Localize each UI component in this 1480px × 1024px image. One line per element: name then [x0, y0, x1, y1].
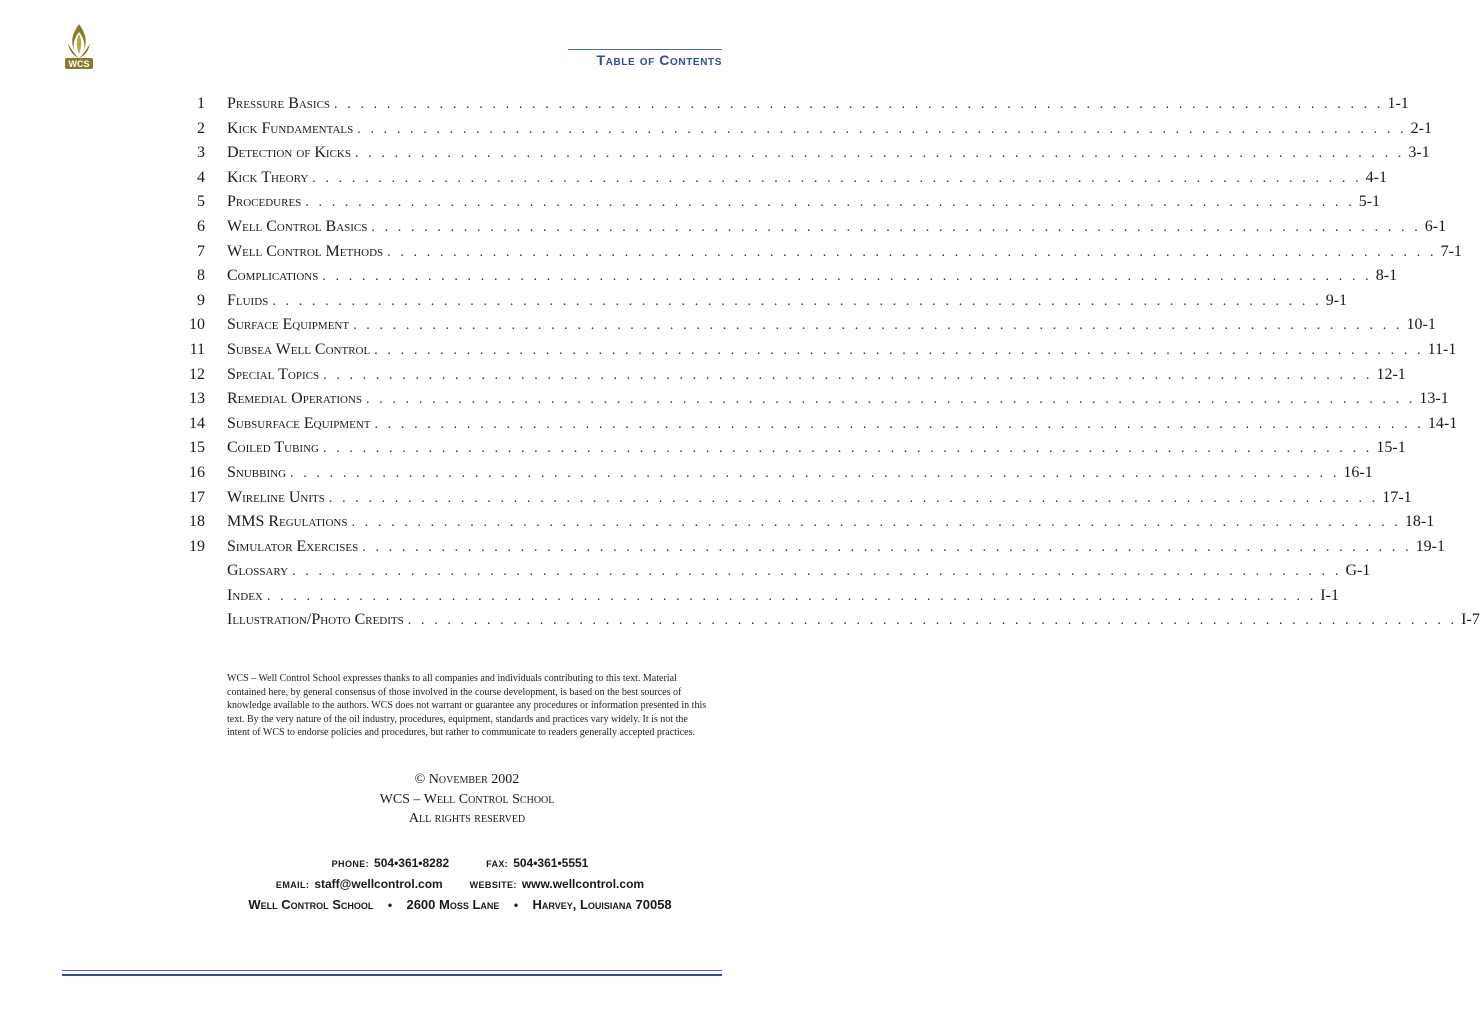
toc-page-number: 13-1: [1419, 390, 1449, 408]
contact-address-line: [200, 895, 720, 915]
copyright-date: © November 2002: [414, 772, 520, 787]
dot-leader: . . . . . . . . . . . . . . . . . . . . . . . . . . . . . . . . . . . . . . . . . . . . . . . . . . . . . . . . . . . . . . . . . . . . . . . . . . . . . . . .: [387, 244, 1437, 260]
street-address: 2600 Moss Lane: [406, 897, 500, 912]
dot-leader: . . . . . . . . . . . . . . . . . . . . . . . . . . . . . . . . . . . . . . . . . . . . . . . . . . . . . . . . . . . . . . . . . . . . . . . . . . . . . . . .: [322, 441, 1373, 457]
toc-page-number: 17-1: [1382, 488, 1412, 506]
website-label: WEBSITE:: [469, 880, 517, 890]
dot-leader: . . . . . . . . . . . . . . . . . . . . . . . . . . . . . . . . . . . . . . . . . . . . . . . . . . . . . . . . . . . . . . . . . . . . . . . . . . . . . . . .: [272, 293, 1322, 309]
dot-leader: . . . . . . . . . . . . . . . . . . . . . . . . . . . . . . . . . . . . . . . . . . . . . . . . . . . . . . . . . . . . . . . . . . . . . . . . . . . . . . . .: [407, 613, 1458, 629]
contact-email-web-line: [200, 874, 720, 895]
toc-chapter-number: 16: [189, 463, 205, 481]
toc-chapter-title: Fluids: [227, 291, 269, 309]
dot-leader: . . . . . . . . . . . . . . . . . . . . . . . . . . . . . . . . . . . . . . . . . . . . . . . . . . . . . . . . . . . . . . . . . . . . . . . . . . . . . . . .: [266, 588, 1317, 604]
toc-page-number: 9-1: [1325, 291, 1348, 309]
toc-chapter-title: Snubbing: [227, 463, 287, 481]
toc-page-number: 2-1: [1410, 119, 1432, 137]
toc-page-number: 7-1: [1440, 242, 1462, 260]
toc-chapter-number: 7: [197, 242, 205, 260]
toc-chapter-title: Pressure Basics: [227, 95, 331, 112]
copyright-block: [227, 770, 707, 829]
dot-leader: . . . . . . . . . . . . . . . . . . . . . . . . . . . . . . . . . . . . . . . . . . . . . . . . . . . . . . . . . . . . . . . . . . . . . . . . . . . . . . . .: [322, 269, 1372, 285]
header-rule: [568, 49, 722, 50]
toc-chapter-number: 11: [189, 340, 205, 358]
toc-chapter-title: Coiled Tubing: [227, 439, 319, 457]
toc-chapter-number: 17: [189, 488, 205, 506]
dot-leader: . . . . . . . . . . . . . . . . . . . . . . . . . . . . . . . . . . . . . . . . . . . . . . . . . . . . . . . . . . . . . . . . . . . . . . . . . . . . . . . .: [374, 416, 1424, 432]
toc-entry[interactable]: [180, 412, 1458, 437]
toc-entry[interactable]: [180, 190, 1381, 215]
contact-block: [200, 853, 720, 915]
footer-rule-thick: [62, 974, 722, 976]
toc-chapter-number: 18: [189, 513, 205, 531]
toc-chapter-title: Kick Theory: [227, 168, 309, 186]
dot-leader: . . . . . . . . . . . . . . . . . . . . . . . . . . . . . . . . . . . . . . . . . . . . . . . . . . . . . . . . . . . . . . . . . . . . . . . . . . . . . . . .: [323, 367, 1373, 383]
dot-leader: . . . . . . . . . . . . . . . . . . . . . . . . . . . . . . . . . . . . . . . . . . . . . . . . . . . . . . . . . . . . . . . . . . . . . . . . . . . . . . . .: [366, 392, 1416, 408]
city-state-zip: Harvey, Louisiana 70058: [532, 897, 672, 912]
toc-chapter-number: 3: [197, 144, 205, 162]
dot-leader: . . . . . . . . . . . . . . . . . . . . . . . . . . . . . . . . . . . . . . . . . . . . . . . . . . . . . . . . . . . . . . . . . . . . . . . . . . . . . . . .: [305, 195, 1355, 211]
toc-page-number: 19-1: [1415, 537, 1445, 555]
toc-chapter-number: 4: [197, 168, 205, 186]
toc-entry[interactable]: [180, 363, 1406, 388]
toc-chapter-title: Glossary: [227, 562, 289, 580]
toc-chapter-title: Remedial Operations: [227, 390, 363, 408]
toc-entry[interactable]: [180, 141, 1430, 166]
phone-label: PHONE:: [331, 859, 370, 869]
contact-phone-fax-line: [200, 853, 720, 874]
toc-chapter-title: Wireline Units: [227, 488, 325, 506]
dot-leader: . . . . . . . . . . . . . . . . . . . . . . . . . . . . . . . . . . . . . . . . . . . . . . . . . . . . . . . . . . . . . . . . . . . . . . . . . . . . . . . .: [362, 539, 1412, 555]
toc-entry[interactable]: [180, 461, 1373, 486]
toc-entry[interactable]: [180, 289, 1348, 314]
dot-leader: . . . . . . . . . . . . . . . . . . . . . . . . . . . . . . . . . . . . . . . . . . . . . . . . . . . . . . . . . . . . . . . . . . . . . . . . . . . . . . . .: [328, 490, 1379, 506]
logo-text: WCS: [68, 59, 90, 69]
disclaimer-text: WCS – Well Control School expresses thanks to all companies and individuals contributing to this text. Material contained here, by general consensus of those involved in the course development, is based on the best sources of knowledge available to the authors. WCS does not warrant or guarantee any procedures or information presented in this text. By the very nature of the oil industry, procedures, equipment, standards and practices vary widely. It is not the intent of WCS to endorse policies and procedures, but rather to communicate to readers generally accepted practices.: [227, 673, 707, 739]
toc-chapter-title: Kick Fundamentals: [227, 119, 354, 137]
toc-chapter-title: Procedures: [227, 193, 302, 211]
toc-entry[interactable]: [180, 117, 1432, 142]
toc-page-number: 12-1: [1376, 365, 1406, 383]
toc-entry[interactable]: [180, 215, 1447, 240]
fax-number: 504•361•5551: [513, 856, 589, 870]
footer-rule-thin: [62, 970, 722, 971]
toc-entry[interactable]: [180, 92, 1409, 117]
toc-entry[interactable]: [180, 510, 1435, 535]
toc-chapter-title: Well Control Basics: [227, 217, 368, 235]
toc-page-number: 11-1: [1427, 340, 1457, 358]
toc-entry[interactable]: [180, 559, 1371, 584]
toc-page-number: 10-1: [1406, 316, 1436, 334]
toc-page-number: 8-1: [1375, 267, 1398, 285]
dot-leader: . . . . . . . . . . . . . . . . . . . . . . . . . . . . . . . . . . . . . . . . . . . . . . . . . . . . . . . . . . . . . . . . . . . . . . . . . . . . . . . .: [357, 121, 1407, 137]
page-title: Table of Contents: [596, 52, 722, 68]
toc-chapter-title: Simulator Exercises: [227, 537, 359, 555]
toc-entry[interactable]: [180, 240, 1462, 265]
website-link[interactable]: www.wellcontrol.com: [521, 877, 645, 891]
toc-chapter-number: 6: [197, 217, 205, 235]
toc-page-number: 16-1: [1343, 463, 1373, 481]
toc-chapter-title: Complications: [227, 267, 319, 285]
bullet-separator: •: [387, 898, 393, 912]
toc-chapter-number: 2: [197, 119, 205, 137]
toc-entry[interactable]: [180, 608, 1480, 633]
table-of-contents: [180, 92, 1480, 633]
toc-chapter-title: Index: [227, 586, 263, 604]
dot-leader: . . . . . . . . . . . . . . . . . . . . . . . . . . . . . . . . . . . . . . . . . . . . . . . . . . . . . . . . . . . . . . . . . . . . . . . . . . . . . . . .: [292, 564, 1342, 580]
toc-page-number: I-1: [1320, 586, 1339, 604]
toc-entry[interactable]: [180, 387, 1449, 412]
toc-chapter-number: 8: [197, 267, 205, 285]
dot-leader: . . . . . . . . . . . . . . . . . . . . . . . . . . . . . . . . . . . . . . . . . . . . . . . . . . . . . . . . . . . . . . . . . . . . . . . . . . . . . . . .: [351, 515, 1401, 531]
dot-leader: . . . . . . . . . . . . . . . . . . . . . . . . . . . . . . . . . . . . . . . . . . . . . . . . . . . . . . . . . . . . . . . . . . . . . . . . . . . . . . . .: [312, 170, 1362, 186]
toc-entry[interactable]: [180, 535, 1445, 560]
toc-entry[interactable]: [180, 264, 1398, 289]
email-label: EMAIL:: [275, 880, 310, 890]
dot-leader: . . . . . . . . . . . . . . . . . . . . . . . . . . . . . . . . . . . . . . . . . . . . . . . . . . . . . . . . . . . . . . . . . . . . . . . . . . . . . . . .: [290, 465, 1340, 481]
toc-page-number: 14-1: [1427, 414, 1458, 432]
toc-chapter-title: Special Topics: [227, 365, 320, 383]
toc-chapter-title: MMS Regulations: [227, 513, 348, 531]
phone-number: 504•361•8282: [374, 856, 450, 870]
copyright-rights: All rights reserved: [408, 811, 526, 826]
toc-chapter-title: Subsurface Equipment: [227, 414, 371, 432]
dot-leader: . . . . . . . . . . . . . . . . . . . . . . . . . . . . . . . . . . . . . . . . . . . . . . . . . . . . . . . . . . . . . . . . . . . . . . . . . . . . . . . .: [374, 342, 1424, 358]
toc-chapter-title: Detection of Kicks: [227, 144, 351, 162]
fax-label: FAX:: [486, 859, 509, 869]
toc-entry[interactable]: [180, 313, 1436, 338]
flame-leaf-icon: [62, 22, 96, 70]
dot-leader: . . . . . . . . . . . . . . . . . . . . . . . . . . . . . . . . . . . . . . . . . . . . . . . . . . . . . . . . . . . . . . . . . . . . . . . . . . . . . . . .: [353, 318, 1403, 334]
toc-entry[interactable]: [180, 338, 1457, 363]
toc-chapter-number: 1: [197, 95, 205, 112]
dot-leader: . . . . . . . . . . . . . . . . . . . . . . . . . . . . . . . . . . . . . . . . . . . . . . . . . . . . . . . . . . . . . . . . . . . . . . . . . . . . . . . .: [371, 219, 1421, 235]
toc-page-number: 4-1: [1365, 168, 1387, 186]
wcs-logo: [62, 22, 96, 70]
dot-leader: . . . . . . . . . . . . . . . . . . . . . . . . . . . . . . . . . . . . . . . . . . . . . . . . . . . . . . . . . . . . . . . . . . . . . . . . . . . . . . . .: [355, 146, 1405, 162]
toc-page-number: I-7: [1461, 611, 1480, 629]
toc-page-number: G-1: [1345, 562, 1371, 580]
toc-chapter-title: Illustration/Photo Credits: [227, 611, 404, 629]
bullet-separator: •: [513, 898, 519, 912]
toc-page-number: 6-1: [1424, 217, 1447, 235]
toc-chapter-title: Surface Equipment: [227, 316, 350, 334]
toc-chapter-number: 9: [197, 291, 205, 309]
toc-page-number: 1-1: [1387, 95, 1409, 112]
toc-page-number: 3-1: [1408, 144, 1430, 162]
toc-chapter-number: 19: [189, 537, 205, 555]
toc-entry[interactable]: [180, 436, 1406, 461]
toc-chapter-number: 12: [189, 365, 205, 383]
toc-page-number: 18-1: [1404, 513, 1435, 531]
email-link[interactable]: staff@wellcontrol.com: [314, 877, 443, 891]
toc-page-number: 15-1: [1376, 439, 1406, 457]
org-name: Well Control School: [248, 897, 374, 912]
dot-leader: . . . . . . . . . . . . . . . . . . . . . . . . . . . . . . . . . . . . . . . . . . . . . . . . . . . . . . . . . . . . . . . . . . . . . . . . . . . . . . . .: [334, 97, 1384, 112]
toc-chapter-number: 14: [189, 414, 205, 432]
toc-entry[interactable]: [180, 486, 1412, 511]
toc-entry[interactable]: [180, 584, 1339, 609]
toc-chapter-number: 10: [189, 316, 205, 334]
toc-chapter-title: Well Control Methods: [227, 242, 384, 260]
toc-chapter-number: 15: [189, 439, 205, 457]
toc-page-number: 5-1: [1358, 193, 1381, 211]
copyright-owner: WCS – Well Control School: [379, 791, 555, 807]
toc-entry[interactable]: [180, 166, 1387, 191]
toc-chapter-number: 13: [189, 390, 205, 408]
toc-chapter-title: Subsea Well Control: [227, 340, 371, 358]
toc-chapter-number: 5: [197, 193, 205, 211]
